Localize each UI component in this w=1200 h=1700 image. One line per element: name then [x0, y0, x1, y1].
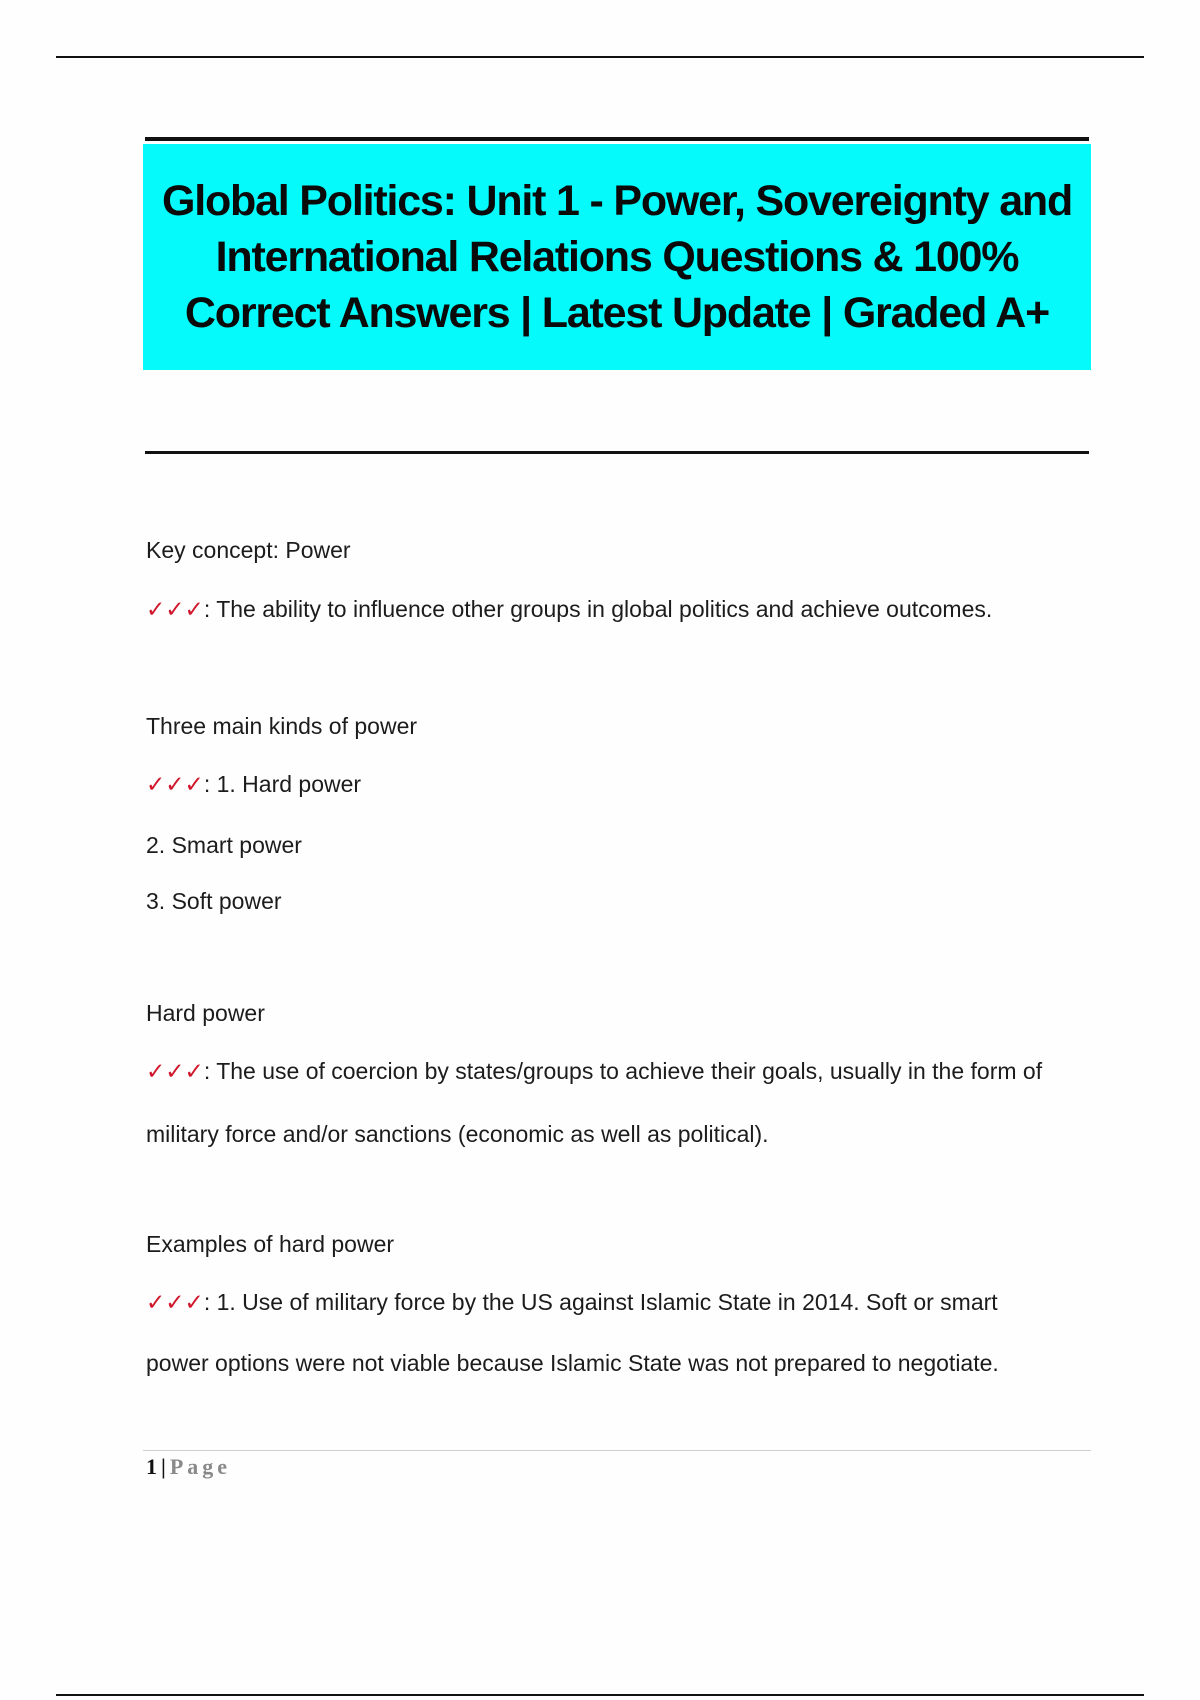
answer-text: : The ability to influence other groups in global politics and achieve outcomes.: [203, 596, 993, 622]
answer-4-line-1: [146, 1289, 998, 1316]
check-marks-icon: ✓✓✓: [146, 1058, 204, 1084]
check-marks-icon: ✓✓✓: [146, 1289, 204, 1315]
footer-separator: |: [161, 1454, 166, 1479]
answer-3-line-2: military force and/or sanctions (economic as well as political).: [146, 1121, 769, 1147]
question-3: Hard power: [146, 1000, 265, 1026]
page-number: 1: [146, 1454, 157, 1479]
answer-4-line-2: power options were not viable because Islamic State was not prepared to negotiate.: [146, 1350, 999, 1376]
answer-2-line-3: 3. Soft power: [146, 888, 282, 914]
check-marks-icon: ✓✓✓: [146, 771, 204, 797]
title-top-rule: [145, 137, 1089, 141]
page-bottom-rule: [56, 1694, 1144, 1696]
title-banner: [143, 144, 1091, 370]
page-top-rule: [56, 56, 1144, 58]
check-marks-icon: ✓✓✓: [146, 596, 204, 622]
title-bottom-rule: [145, 451, 1089, 454]
answer-2-line-2: 2. Smart power: [146, 832, 302, 858]
answer-text: : The use of coercion by states/groups to achieve their goals, usually in the form of: [203, 1058, 1043, 1084]
question-4: Examples of hard power: [146, 1231, 395, 1257]
answer-2-line-1: [146, 771, 361, 798]
answer-text: : 1. Use of military force by the US against Islamic State in 2014. Soft or smart: [203, 1289, 998, 1315]
answer-3-line-1: [146, 1058, 1042, 1085]
answer-1-line-1: [146, 596, 992, 623]
question-1: Key concept: Power: [146, 537, 351, 563]
document-title: Global Politics: Unit 1 - Power, Sovereignty and International Relations Questions & 100% Correct Answers | Latest Update | Graded A+: [161, 177, 1073, 337]
page-footer: [146, 1454, 231, 1480]
page-label: Page: [169, 1454, 232, 1479]
footer-rule: [143, 1450, 1091, 1451]
answer-text: : 1. Hard power: [203, 771, 362, 797]
question-2: Three main kinds of power: [146, 713, 418, 739]
